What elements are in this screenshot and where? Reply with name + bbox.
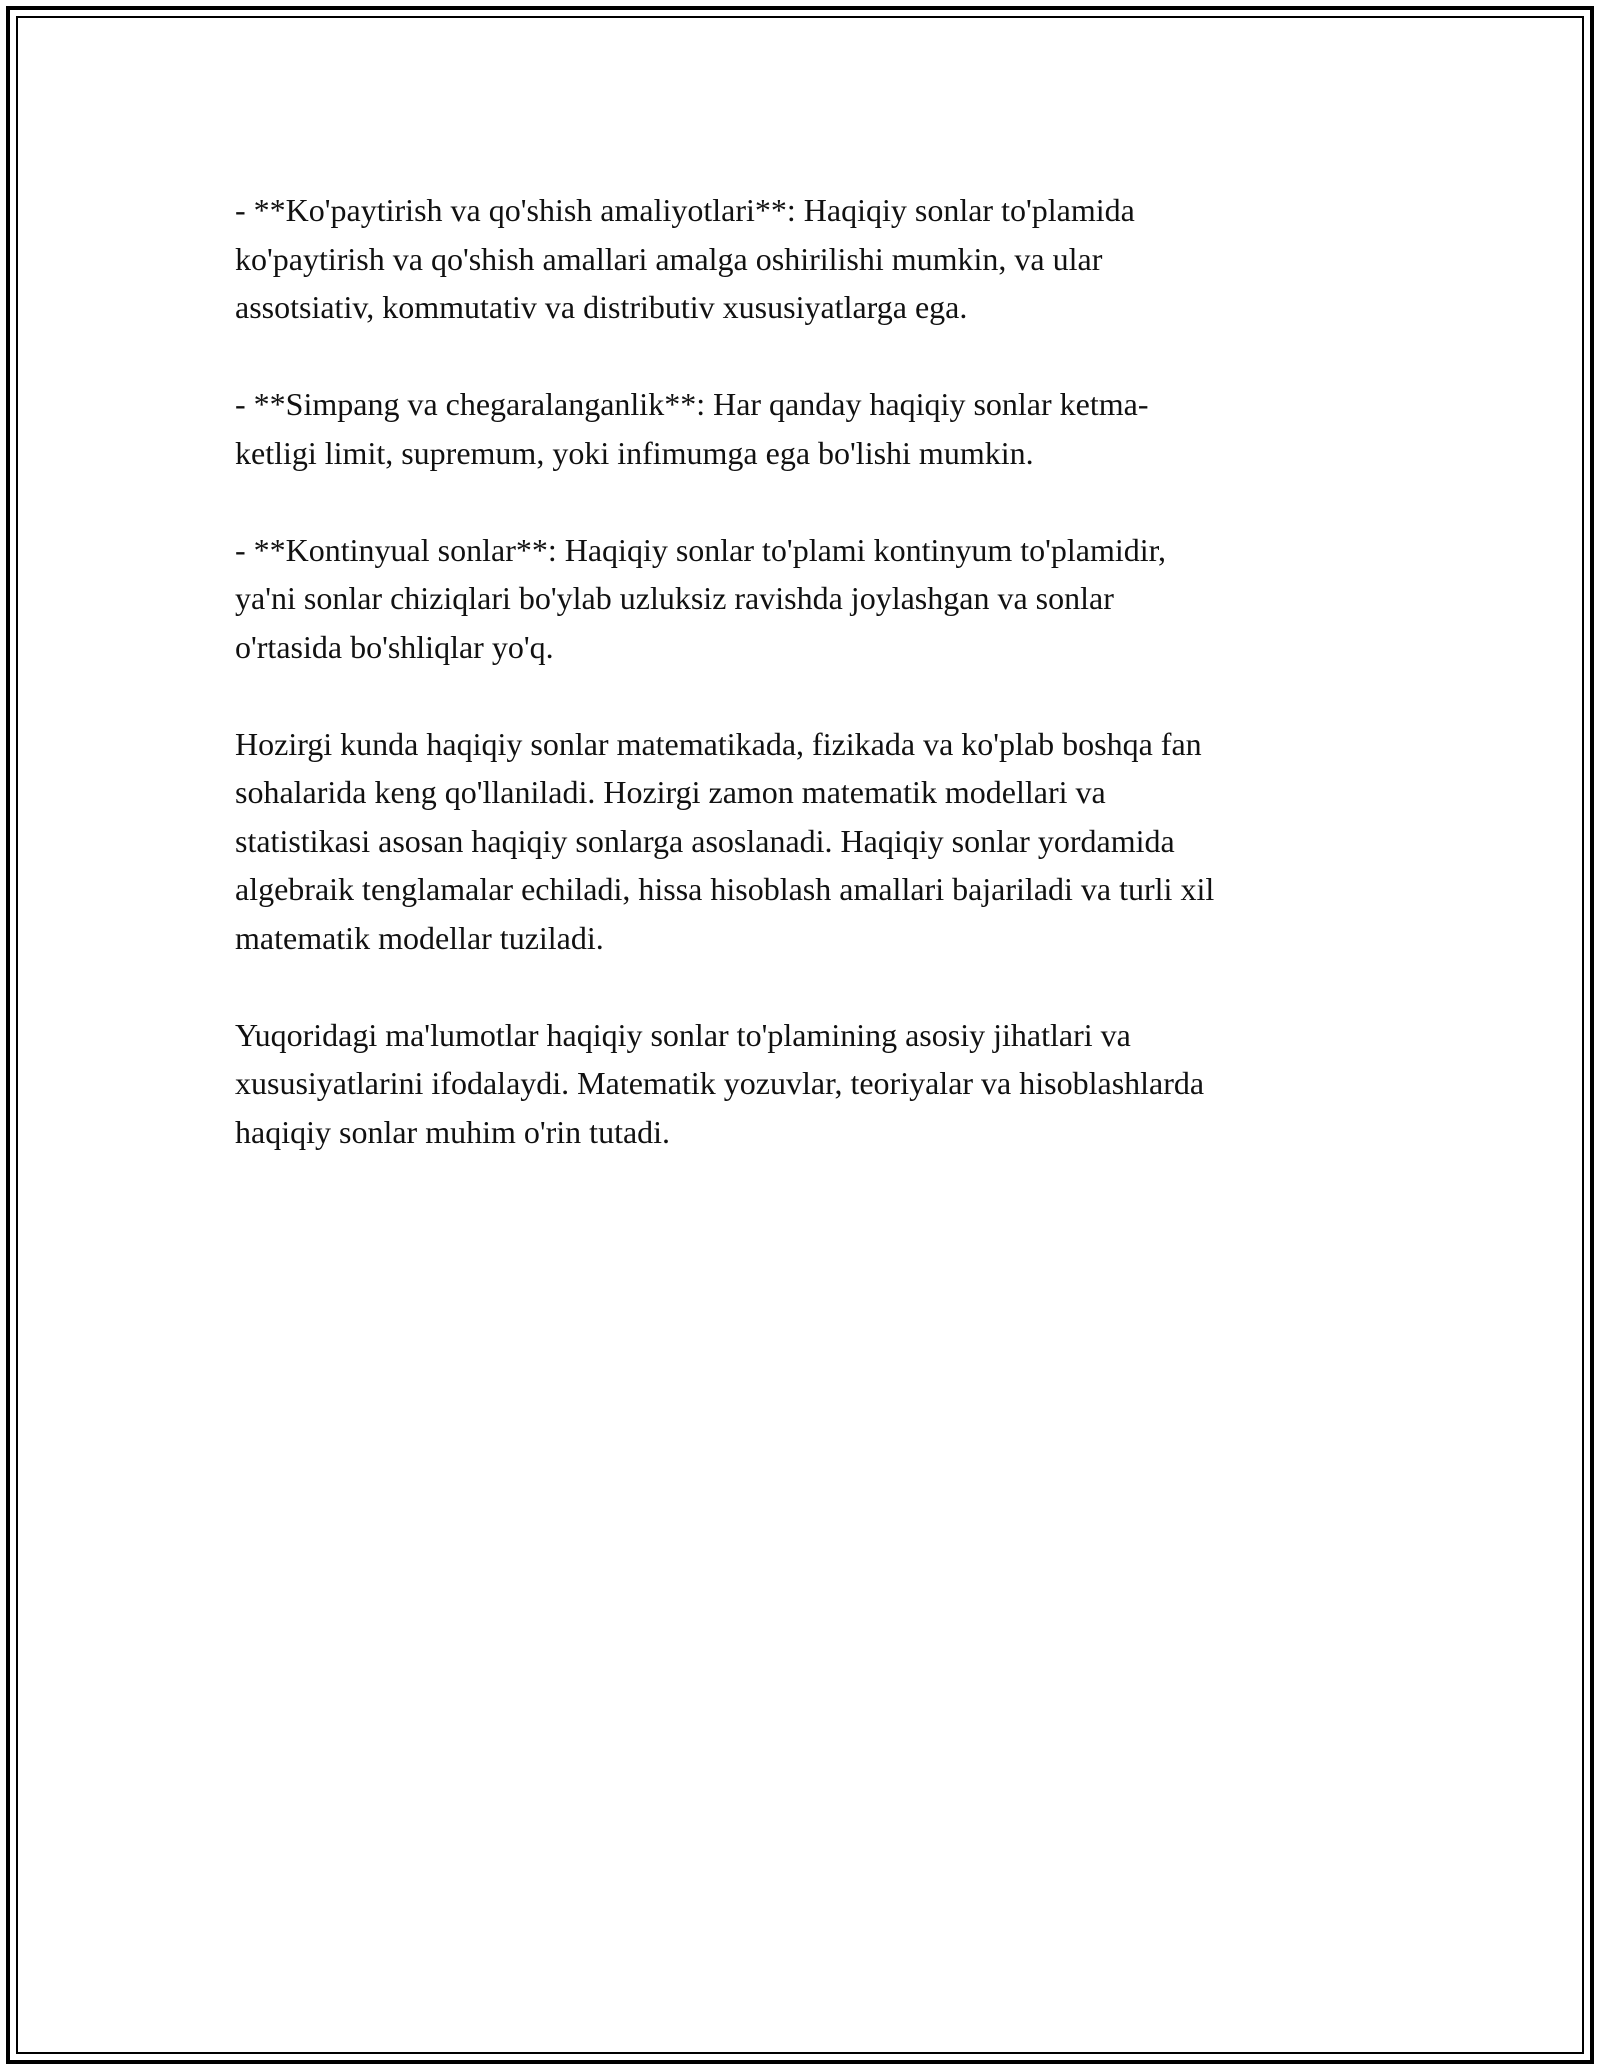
text-line: matematik modellar tuziladi. [235, 919, 604, 956]
text-line: sohalarida keng qo'llaniladi. Hozirgi zamon matematik modellari va [235, 774, 1106, 810]
paragraph-summary [235, 1011, 1415, 1157]
text-line: - **Simpang va chegaralanganlik**: Har qanday haqiqiy sonlar ketma- [235, 386, 1149, 422]
text-line: - **Ko'paytirish va qo'shish amaliyotlari**: Haqiqiy sonlar to'plamida [235, 192, 1135, 228]
text-line: statistikasi asosan haqiqiy sonlarga asoslanadi. Haqiqiy sonlar yordamida [235, 822, 1175, 859]
text-line: Hozirgi kunda haqiqiy sonlar matematikada, fizikada va ko'plab boshqa fan [235, 725, 1202, 762]
paragraph-boundedness [235, 380, 1415, 477]
text-line: xususiyatlarini ifodalaydi. Matematik yozuvlar, teoriyalar va hisoblashlarda [235, 1065, 1205, 1101]
text-line: - **Kontinyual sonlar**: Haqiqiy sonlar to'plami kontinyum to'plamidir, [235, 531, 1167, 568]
text-line: ya'ni sonlar chiziqlari bo'ylab uzluksiz ravishda joylashgan va sonlar [235, 580, 1114, 616]
text-line: Yuqoridagi ma'lumotlar haqiqiy sonlar to'plamining asosiy jihatlari va [235, 1016, 1131, 1053]
text-line: haqiqiy sonlar muhim o'rin tutadi. [235, 1113, 671, 1150]
paragraph-applications [235, 720, 1415, 963]
text-line: assotsiativ, kommutativ va distributiv xususiyatlarga ega. [235, 289, 968, 325]
paragraph-multiplication-addition [235, 186, 1415, 332]
document-body [235, 186, 1415, 1205]
text-line: ketligi limit, supremum, yoki infimumga ega bo'lishi mumkin. [235, 434, 1034, 471]
paragraph-continuum [235, 526, 1415, 672]
text-line: algebraik tenglamalar echiladi, hissa hisoblash amallari bajariladi va turli xil [235, 871, 1215, 907]
text-line: o'rtasida bo'shliqlar yo'q. [235, 628, 554, 665]
text-line: ko'paytirish va qo'shish amallari amalga oshirilishi mumkin, va ular [235, 240, 1103, 277]
